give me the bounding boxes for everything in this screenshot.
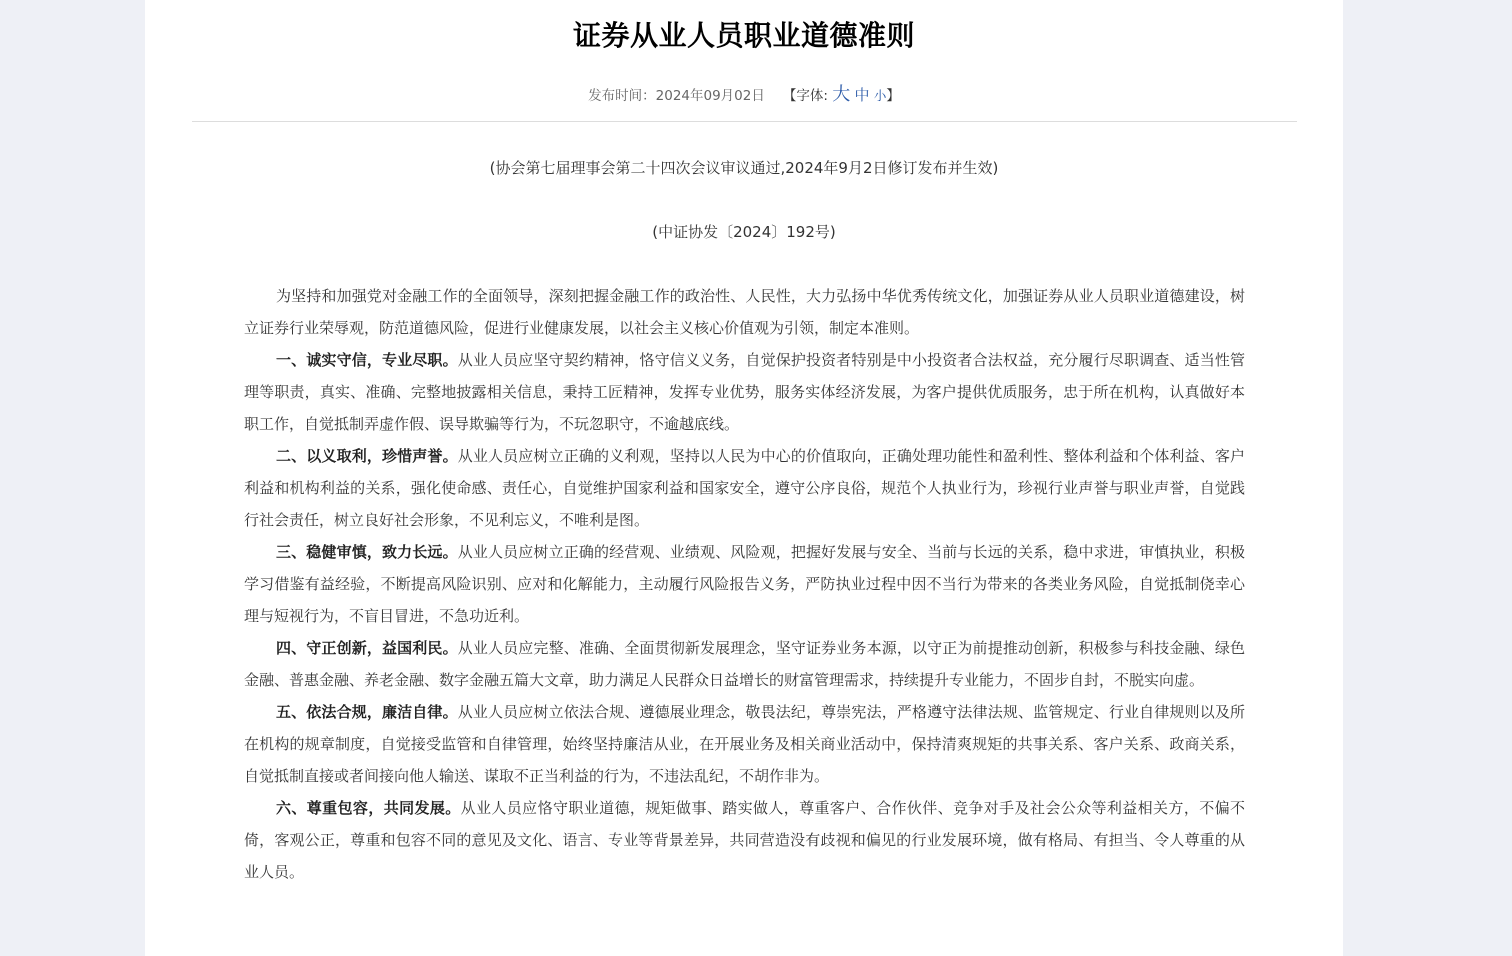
font-large-button[interactable]: 大 (832, 84, 851, 105)
font-size-label: 【字体: (782, 88, 828, 104)
article-body (244, 280, 1245, 888)
section-paragraph (244, 344, 1245, 440)
section-text: 从业人员应完整、准确、全面贯彻新发展理念，坚守证券业务本源，以守正为前提推动创新，积极参与科技金融、绿色金融、普惠金融、养老金融、数字金融五篇大文章，助力满足人民群众日益增长的财富管理需求，持续提升专业能力，不固步自封，不脱实向虚。 (244, 639, 1245, 689)
header-divider (192, 121, 1297, 122)
font-small-button[interactable]: 小 (873, 88, 887, 103)
publish-label: 发布时间： (588, 88, 656, 104)
section-text: 从业人员应树立正确的经营观、业绩观、风险观，把握好发展与安全、当前与长远的关系，稳中求进，审慎执业，积极学习借鉴有益经验，不断提高风险识别、应对和化解能力，主动履行风险报告义务，严防执业过程中因不当行为带来的各类业务风险，自觉抵制侥幸心理与短视行为，不盲目冒进，不急功近利。 (244, 543, 1245, 625)
section-heading: 五、依法合规，廉洁自律。 (276, 703, 458, 721)
section-text: 从业人员应坚守契约精神，恪守信义义务，自觉保护投资者特别是中小投资者合法权益，充分履行尽职调查、适当性管理等职责，真实、准确、完整地披露相关信息，秉持工匠精神，发挥专业优势，服务实体经济发展，为客户提供优质服务，忠于所在机构，认真做好本职工作，自觉抵制弄虚作假、误导欺骗等行为，不玩忽职守，不逾越底线。 (244, 351, 1245, 433)
section-text: 从业人员应恪守职业道德，规矩做事、踏实做人，尊重客户、合作伙伴、竞争对手及社会公众等利益相关方，不偏不倚，客观公正，尊重和包容不同的意见及文化、语言、专业等背景差异，共同营造没有歧视和偏见的行业发展环境，做有格局、有担当、令人尊重的从业人员。 (244, 799, 1245, 881)
font-size-close: 】 (886, 88, 900, 104)
section-heading: 二、以义取利，珍惜声誉。 (276, 447, 458, 465)
section-heading: 六、尊重包容，共同发展。 (276, 799, 461, 817)
approval-note: (协会第七届理事会第二十四次会议审议通过,2024年9月2日修订发布并生效) (489, 159, 999, 177)
section-paragraph (244, 440, 1245, 536)
font-medium-button[interactable]: 中 (854, 86, 870, 104)
section-heading: 四、守正创新，益国利民。 (276, 639, 458, 657)
section-paragraph (244, 696, 1245, 792)
document-number: (中证协发〔2024〕192号) (652, 223, 836, 241)
article-title: 证券从业人员职业道德准则 (572, 19, 915, 52)
section-paragraph (244, 536, 1245, 632)
intro-paragraph: 为坚持和加强党对金融工作的全面领导，深刻把握金融工作的政治性、人民性，大力弘扬中华优秀传统文化，加强证券从业人员职业道德建设，树立证券行业荣辱观，防范道德风险，促进行业健康发展，以社会主义核心价值观为引领，制定本准则。 (244, 287, 1245, 337)
section-paragraph (244, 632, 1245, 696)
article-meta (145, 83, 1343, 108)
section-text: 从业人员应树立正确的义利观，坚持以人民为中心的价值取向，正确处理功能性和盈利性、整体利益和个体利益、客户利益和机构利益的关系，强化使命感、责任心，自觉维护国家利益和国家安全，遵守公序良俗，规范个人执业行为，珍视行业声誉与职业声誉，自觉践行社会责任，树立良好社会形象，不见利忘义，不唯利是图。 (244, 447, 1245, 529)
article-page (145, 0, 1343, 956)
publish-date: 2024年09月02日 (655, 88, 765, 104)
section-heading: 三、稳健审慎，致力长远。 (276, 543, 458, 561)
section-paragraph (244, 792, 1245, 888)
section-text: 从业人员应树立依法合规、遵德展业理念，敬畏法纪，尊崇宪法，严格遵守法律法规、监管规定、行业自律规则以及所在机构的规章制度，自觉接受监管和自律管理，始终坚持廉洁从业，在开展业务及相关商业活动中，保持清爽规矩的共事关系、客户关系、政商关系，自觉抵制直接或者间接向他人输送、谋取不正当利益的行为，不违法乱纪，不胡作非为。 (244, 703, 1245, 785)
section-heading: 一、诚实守信，专业尽职。 (276, 351, 458, 369)
